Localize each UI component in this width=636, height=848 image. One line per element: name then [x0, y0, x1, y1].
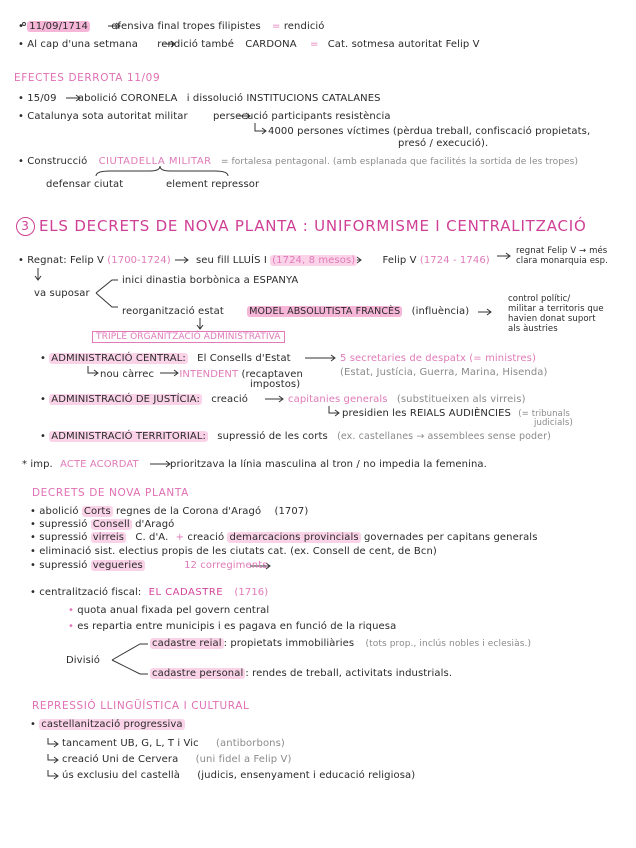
- top-line-2: • Al cap d'una setmana rendició també CARDONA = Cat. sotmesa autoritat Felip V: [18, 39, 480, 50]
- regnat-note: [516, 246, 608, 266]
- text: (tots prop., inclús nobles i eclesiàs.): [365, 639, 532, 649]
- regnat-line: • Regnat: Felip V (1700-1724) seu fill LLUÍS I (1724, 8 mesos) Felip V (1724 - 1746): [18, 255, 490, 266]
- admin-central: • ADMINISTRACIÓ CENTRAL: El Consells d'Estat: [40, 353, 291, 364]
- text: creació: [187, 532, 225, 543]
- hook-arrow-icon: [48, 754, 58, 763]
- cadastre-reial: [150, 637, 531, 651]
- section-title: [16, 216, 587, 236]
- hook-arrow-icon: [329, 406, 339, 416]
- cadastre-personal: [150, 667, 452, 680]
- section-heading: EFECTES DERROTA 11/09: [14, 72, 161, 84]
- hook-arrow-icon: [88, 366, 98, 376]
- text: ACTE ACORDAT: [60, 459, 139, 470]
- text: regnes de la Corona d'Aragó: [116, 506, 262, 517]
- text: presidien les REIALS AUDIÈNCIES: [342, 408, 511, 419]
- text: ús exclusiu del castellà: [62, 770, 181, 781]
- text: control polític/: [508, 294, 571, 304]
- secretaries: 5 secretaries de despatx (= ministres): [340, 353, 536, 364]
- text: (1724 - 1746): [419, 255, 490, 266]
- fiscal-line: • centralització fiscal: EL CADASTRE (1716): [30, 587, 269, 598]
- triple-box: [92, 330, 285, 344]
- text: Consell: [92, 519, 130, 530]
- text: i dissolució INSTITUCIONS CATALANES: [186, 93, 381, 104]
- text: supressió: [39, 532, 88, 543]
- text: : propietats immobiliàries: [223, 638, 355, 649]
- top-line-1: • 11/09/1714 ofensiva final tropes filipistes = rendició: [18, 21, 325, 32]
- section-number: 3: [16, 217, 35, 236]
- text: eliminació sist. electius propis de les ciutats cat. (ex. Consell de cent, de Bcn): [39, 546, 437, 557]
- text: persecució participants resistència: [212, 111, 391, 122]
- text: abolició CORONELA: [77, 93, 178, 104]
- text: havien donat suport: [508, 314, 596, 324]
- text: creació Uni de Cervera: [62, 754, 179, 765]
- efectes-line-1: • 15/09 abolició CORONELA i dissolució INSTITUCIONS CATALANES: [18, 93, 381, 104]
- efectes-line-3: 4000 persones víctimes (pèrdua treball, confiscació propietats,: [268, 126, 591, 137]
- decrets-line-5: • supressió vegueries 12 corregiments: [30, 560, 268, 571]
- text: Cat. sotmesa autoritat Felip V: [327, 39, 480, 50]
- text: reorganització estat: [122, 306, 224, 317]
- repressio-line-1: • castellanització progressiva: [30, 719, 183, 730]
- text: =: [309, 39, 319, 50]
- text: (1724, 8 mesos): [272, 255, 356, 266]
- text: rendició: [283, 21, 325, 32]
- text: (ex. castellanes → assemblees sense poder): [337, 431, 551, 442]
- hook-arrow-icon: [255, 123, 266, 134]
- text: Regnat: Felip V: [27, 255, 104, 266]
- text: tancament UB, G, L, T i Vic: [62, 738, 199, 749]
- hook-arrow-icon: [48, 738, 58, 747]
- admin-territorial: • ADMINISTRACIÓ TERRITORIAL: supressió de les corts (ex. castellanes → assemblees sense poder): [40, 431, 551, 442]
- text: Catalunya sota autoritat militar: [27, 111, 188, 122]
- text: castellanització progressiva: [41, 719, 183, 730]
- arrow-down-icon: [197, 318, 203, 329]
- text: vegueries: [92, 560, 143, 571]
- text: supressió: [39, 560, 88, 571]
- inici-dinastia: inici dinastia borbònica a ESPANYA: [122, 275, 299, 286]
- text: ELS DECRETS DE NOVA PLANTA : UNIFORMISME I CENTRALITZACIÓ: [39, 217, 587, 235]
- decrets-line-4: • eliminació sist. electius propis de les ciutats cat. (ex. Consell de cent, de Bcn): [30, 546, 437, 557]
- divisio-label: Divisió: [66, 655, 100, 666]
- text: : rendes de treball, activitats industrials.: [245, 668, 453, 679]
- text: * imp.: [22, 459, 53, 470]
- text: (judicis, ensenyament i educació religiosa): [197, 770, 416, 781]
- text: abolició: [39, 506, 79, 517]
- efectes-line-3b: presó / execució).: [398, 138, 489, 149]
- brace-label-left: defensar ciutat: [46, 179, 124, 190]
- text: =: [272, 21, 281, 32]
- judicials: judicials): [534, 418, 573, 428]
- text: ADMINISTRACIÓ CENTRAL:: [51, 353, 186, 364]
- repressio-line-3: [62, 753, 291, 766]
- date-highlight: 11/09/1714: [29, 21, 88, 32]
- text: ADMINISTRACIÓ TERRITORIAL:: [51, 431, 207, 442]
- text: centralització fiscal:: [39, 587, 142, 598]
- text: MODEL ABSOLUTISTA FRANCÈS: [249, 306, 401, 317]
- repressio-line-2: [62, 737, 285, 750]
- text: (substitueixen als virreis): [396, 394, 526, 405]
- text: +: [175, 532, 185, 543]
- text: nou càrrec: [100, 369, 155, 380]
- acte-acordat-line: [22, 458, 487, 471]
- text: CARDONA: [245, 39, 297, 50]
- text: (1700-1724): [107, 255, 171, 266]
- section-heading: DECRETS DE NOVA PLANTA: [32, 487, 189, 499]
- text: supressió de les corts: [217, 431, 328, 442]
- text: rendició també: [157, 39, 234, 50]
- repressio-line-4: [62, 769, 415, 782]
- text: 15/09: [27, 93, 57, 104]
- reorg-line: [122, 305, 469, 318]
- text: Construcció: [27, 156, 88, 167]
- text: capitanies generals: [288, 394, 388, 405]
- decrets-line-2: • supressió Consell d'Aragó: [30, 519, 175, 530]
- section-heading: REPRESSIÓ LLINGÜÍSTICA I CULTURAL: [32, 700, 250, 712]
- quota-line: • quota anual fixada pel govern central: [68, 605, 270, 616]
- text: INTENDENT: [179, 369, 239, 380]
- text: El Consells d'Estat: [197, 353, 291, 364]
- text: C. d'A.: [135, 532, 169, 543]
- text: regnat Felip V → més: [516, 246, 608, 256]
- branch-icon: [96, 280, 118, 307]
- decrets-line-1: • abolició Corts regnes de la Corona d'Aragó (1707): [30, 506, 309, 517]
- admin-justicia: • ADMINISTRACIÓ DE JUSTÍCIA: creació: [40, 394, 248, 405]
- text: d'Aragó: [135, 519, 175, 530]
- text: Al cap d'una setmana: [27, 39, 138, 50]
- text: = fortalesa pentagonal. (amb esplanada que facilités la sortida de les tropes): [220, 157, 579, 167]
- text: es repartia entre municipis i es pagava en funció de la riquesa: [77, 621, 397, 632]
- text: cadastre personal: [152, 668, 244, 679]
- repartia-line: • es repartia entre municipis i es pagava en funció de la riquesa: [68, 621, 397, 632]
- efectes-line-4: • Construcció CIUTADELLA MILITAR = fortalesa pentagonal. (amb esplanada que facilités la sortida de les tropes): [18, 156, 579, 167]
- text: (1716): [234, 587, 269, 598]
- text: cadastre reial: [152, 638, 222, 649]
- text: creació: [211, 394, 248, 405]
- branch-icon: [112, 644, 148, 674]
- efectes-line-2: • Catalunya sota autoritat militar persecució participants resistència: [18, 111, 391, 122]
- text: prioritzava la línia masculina al tron / no impedia la femenina.: [170, 459, 487, 470]
- text: clara monarquia esp.: [516, 256, 608, 266]
- va-suposar: va suposar: [34, 288, 90, 299]
- text: Corts: [83, 506, 111, 517]
- text: 12 corregiments: [184, 560, 268, 571]
- text: seu fill LLUÍS I: [195, 255, 267, 266]
- text: als àustries: [508, 324, 558, 334]
- text: quota anual fixada pel govern central: [77, 605, 270, 616]
- text: ofensiva final tropes filipistes: [111, 21, 261, 32]
- arrow-icon: [305, 355, 335, 361]
- text: demarcacions provincials: [229, 532, 359, 543]
- text: militar a territoris que: [508, 304, 604, 314]
- text: (= tribunals: [518, 409, 570, 419]
- arrow-icon: [478, 309, 491, 315]
- text: (1707): [274, 506, 309, 517]
- text: CIUTADELLA MILITAR: [98, 156, 212, 167]
- text: virreis: [92, 532, 125, 543]
- control-note: [508, 294, 604, 334]
- decrets-line-3: • supressió virreis C. d'A. + creació demarcacions provincials governades per capitans generals: [30, 532, 538, 543]
- impostos: impostos): [250, 379, 301, 390]
- secretaries-list: (Estat, Justícia, Guerra, Marina, Hisenda): [340, 367, 548, 378]
- text: supressió: [39, 519, 88, 530]
- text: Felip V: [382, 255, 417, 266]
- text: TRIPLE ORGANITZACIÓ ADMINISTRATIVA: [92, 331, 285, 343]
- arrow-down-icon: [35, 268, 41, 280]
- text: EL CADASTRE: [148, 587, 224, 598]
- brace-label-right: element repressor: [166, 179, 260, 190]
- arrow-icon: [497, 253, 510, 259]
- text: (uni fidel a Felip V): [195, 754, 292, 765]
- text: ADMINISTRACIÓ DE JUSTÍCIA:: [51, 394, 200, 405]
- capitanies: [288, 393, 526, 406]
- text: (influència): [411, 306, 470, 317]
- arrow-icon: [265, 396, 283, 402]
- text: (antiborbons): [216, 738, 285, 749]
- text: governades per capitans generals: [363, 532, 538, 543]
- hook-arrow-icon: [48, 770, 58, 779]
- text: (recaptaven: [241, 369, 303, 380]
